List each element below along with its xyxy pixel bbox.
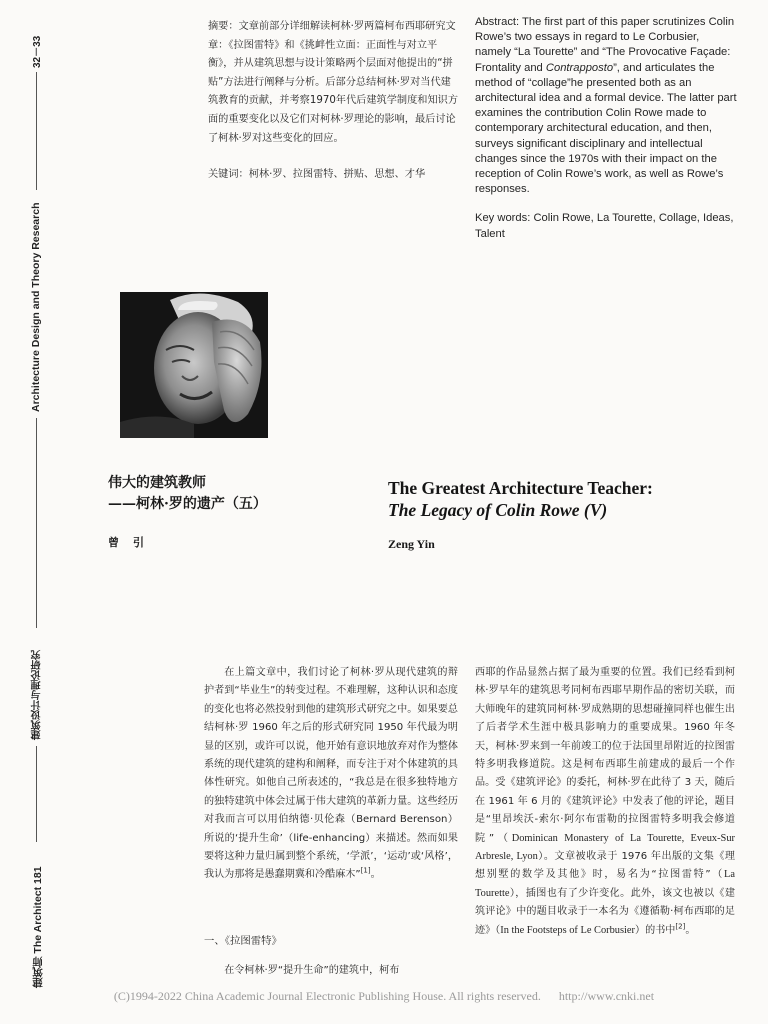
portrait-photo <box>120 292 268 438</box>
abstract-en-italic: Contrapposto <box>545 61 614 74</box>
footer-url[interactable]: http://www.cnki.net <box>558 989 655 1003</box>
sidebar-rule <box>36 418 37 628</box>
author-zh: 曾引 <box>108 536 158 549</box>
abstract-zh <box>208 18 460 185</box>
title-zh-main: 伟大的建筑教师 <box>108 475 206 491</box>
title-en-main: The Greatest Architecture Teacher: <box>388 478 653 498</box>
body-column-right <box>475 664 735 940</box>
journal-name: 建筑师 The Architect 181 <box>32 866 44 988</box>
section-heading: 一、《拉图雷特》 <box>204 935 282 947</box>
citation-ref: [2] <box>675 922 686 931</box>
footer <box>0 989 768 1004</box>
sidebar-rule <box>36 746 37 842</box>
footer-copyright: (C)1994-2022 China Academic Journal Electronic Publishing House. All rights reserved. <box>113 989 541 1003</box>
portrait-image <box>120 292 268 438</box>
title-en-sub: The Legacy of Colin Rowe (V) <box>388 500 608 520</box>
body-column-left <box>204 664 458 885</box>
abstract-en-text: Abstract: The first part of this paper scrutinizes Colin Rowe’s two essays in regard to Le Corbusier, namely “La Tourette” and “The Provocative Façade: Frontality and Contrapposto”, and articulates the method of “collage”he presented both as an architectural idea and a formal device. The latter part examines the contribution Colin Rowe made to contemporary architectural education, and then, surveys significant disciplinary and intellectual changes since the 1970s with their impact on the reception of Colin Rowe’s work, as well as Rowe’s responses. <box>475 16 737 196</box>
keywords-en: Key words: Colin Rowe, La Tourette, Collage, Ideas, Talent <box>475 212 734 240</box>
abstract-zh-text: 摘要：文章前部分详细解读柯林·罗两篇柯布西耶研究文章：《拉图雷特》和《挑衅性立面：正面性与对立平衡》，并从建筑思想与设计策略两个层面对他提出的“拼贴”方法进行阐释与分析。后部分总结柯林·罗对当代建筑教育的贡献，并考察1970年代后建筑学制度和知识方面的重要变化以及它们对柯林·罗理论的影响，最后讨论了柯林·罗对这些变化的回应。 <box>208 21 459 144</box>
keywords-zh: 关键词：柯林·罗、拉图雷特、拼贴、思想、才华 <box>208 169 426 181</box>
article-title-en <box>388 477 718 521</box>
body-paragraph: 西耶的作品显然占据了最为重要的位置。我们已经看到柯林·罗早年的建筑思考同柯布西耶早期作品的密切关联，而大师晚年的建筑同柯林·罗成熟期的思想碰撞同样也催生出了后者学术生涯中极具影响力的重要成果。1960 年冬天，柯林·罗来到一年前竣工的位于法国里昂附近的拉图雷特多明我修道院。这是柯布西耶生前建成的最后一个作品。受《建筑评论》的委托，柯林·罗在此待了 3 天，随后在 1961 年 6 月的《建筑评论》中发表了他的评论，题目是“里昂埃沃-索尔·阿尔布雷勒的拉图雷特多明我会修道院”（Dominican Monastery of La Tourette, Eveux-Sur Arbresle, Lyon）。文章被收录于 1976 年出版的文集《理想别墅的数学及其他》时，易名为“拉图雷特”（La Tourette），插图也有了少许变化。此外，该文也被以《建筑评论》中的题目收录于一本名为《遵循勒·柯布西耶的足迹》（In the Footsteps of Le Corbusier）的书中[2]。 <box>475 667 735 936</box>
citation-ref: [1] <box>360 867 371 876</box>
body-paragraph: 在令柯林·罗“提升生命”的建筑中，柯布 <box>224 965 400 976</box>
series-title-zh: 建筑设计与理论研究 <box>32 650 43 740</box>
abstract-en <box>475 15 737 242</box>
article-title-zh <box>108 473 368 515</box>
author-en: Zeng Yin <box>388 537 435 551</box>
series-title-en: Architecture Design and Theory Research <box>30 202 42 412</box>
sidebar-rule <box>36 72 37 190</box>
title-zh-sub: ——柯林·罗的遗产（五） <box>108 496 267 512</box>
body-paragraph: 在上篇文章中，我们讨论了柯林·罗从现代建筑的辩护者到“毕业生”的转变过程。不难理解，这种认识和态度的变化也将必然投射到他的建筑形式研究之中。如果要总结柯林·罗 1960 年之后的形式研究同 1950 年代最为明显的区别，或许可以说，他开始有意识地放弃对作为整体系统的现代建筑的建构和阐释，而专注于对个体建筑的具体性研究。如他自己所表述的，“我总是在很多独特地方的独特建筑中体会过属于伟大建筑的革新力量。这些经历对我而言可以用伯纳德·贝伦森（Bernard Berenson）所说的‘提升生命’（life-enhancing）来描述。然而如果要将这种力量归属到整个系统，‘学派’，‘运动’或‘风格’，我认为那将是愚蠢期冀和冷酷麻木”[1]。 <box>204 667 458 881</box>
page-range: 32－33 <box>32 35 43 68</box>
